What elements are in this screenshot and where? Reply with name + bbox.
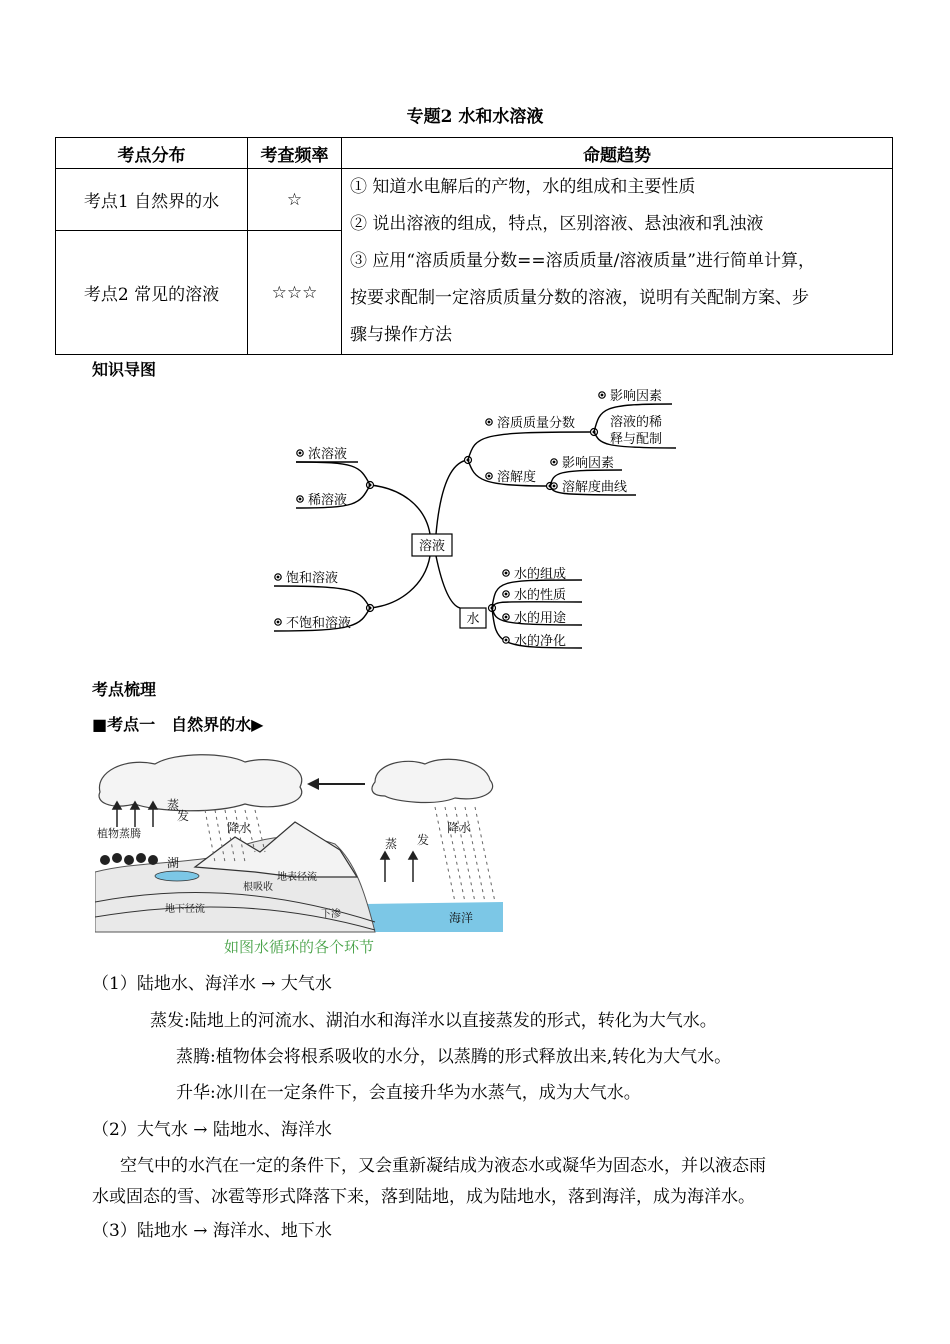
mindmap-leaf: 水的用途 — [514, 611, 567, 626]
figure-label: 降水 — [227, 821, 252, 835]
trend-line: ① 知道水电解后的产物，水的组成和主要性质 — [350, 177, 696, 197]
figure-label: 湖 — [167, 856, 180, 870]
figure-label: 下渗 — [321, 909, 341, 920]
trend-cell — [342, 169, 893, 355]
sec1-line: 升华:冰川在一定条件下，会直接升华为水蒸气，成为大气水。 — [176, 1083, 641, 1103]
trend-line: 按要求配制一定溶质质量分数的溶液，说明有关配制方案、步 — [350, 288, 809, 308]
table-cell-freq: ☆☆☆ — [248, 231, 342, 355]
figure-caption: 如图水循环的各个环节 — [223, 938, 375, 956]
mm-curve — [436, 460, 468, 534]
mindmap-heading: 知识导图 — [92, 360, 157, 379]
table-cell-topic: 考点1 自然界的水 — [56, 169, 248, 231]
mindmap-leaf: 影响因素 — [610, 389, 663, 404]
sec3-heading: （3）陆地水 → 海洋水、地下水 — [92, 1221, 332, 1241]
section-heading: ■考点一 自然界的水▶ — [92, 715, 264, 734]
figure-label: 根吸收 — [243, 882, 273, 893]
table-header: 考点分布 — [56, 138, 248, 169]
sec1-line: 蒸腾:植物体会将根系吸收的水分，以蒸腾的形式释放出来,转化为大气水。 — [176, 1047, 732, 1067]
sec1-line: 蒸发:陆地上的河流水、湖泊水和海洋水以直接蒸发的形式，转化为大气水。 — [150, 1011, 717, 1031]
mindmap-branch: 溶质质量分数 — [497, 416, 576, 431]
sec2-heading: （2）大气水 → 陆地水、海洋水 — [92, 1120, 332, 1140]
trend-line: ③ 应用“溶质质量分数==溶质质量/溶液质量”进行简单计算， — [350, 251, 816, 271]
mindmap-left-bottom: 饱和溶液 — [286, 571, 339, 586]
mind-map — [260, 380, 700, 660]
table-header: 考查频率 — [248, 138, 342, 169]
page-title: 专题2 水和水溶液 — [406, 107, 544, 127]
mindmap-branch: 溶解度 — [497, 470, 537, 485]
review-heading: 考点梳理 — [92, 680, 157, 699]
figure-label: 发 — [177, 809, 190, 823]
mindmap-leaf: 影响因素 — [562, 456, 615, 471]
mindmap-leaf: 释与配制 — [610, 432, 663, 447]
water-cycle-figure — [95, 752, 503, 964]
mm-curve — [296, 462, 370, 485]
table-cell-freq: ☆ — [248, 169, 342, 231]
figure-label: 蒸 — [167, 798, 180, 812]
mindmap-leaf: 溶解度曲线 — [562, 480, 628, 495]
sec1-heading: （1）陆地水、海洋水 → 大气水 — [92, 974, 332, 994]
figure-label: 降水 — [447, 821, 472, 835]
mindmap-leaf: 水的净化 — [514, 634, 567, 649]
trend-line: ② 说出溶液的组成，特点，区别溶液、悬浊液和乳浊液 — [350, 214, 764, 234]
sec2-line: 空气中的水汽在一定的条件下，又会重新凝结成为液态水或凝华为固态水，并以液态雨 — [120, 1156, 766, 1176]
mindmap-left-top: 浓溶液 — [308, 447, 348, 462]
mindmap-leaf: 水的性质 — [514, 588, 567, 603]
figure-label: 地表径流 — [277, 872, 317, 883]
mindmap-branch: 水 — [466, 612, 480, 627]
figure-label: 海洋 — [449, 911, 474, 925]
table-cell-topic: 考点2 常见的溶液 — [56, 231, 248, 355]
mindmap-leaf: 水的组成 — [514, 567, 567, 582]
mm-curve — [370, 485, 430, 534]
mindmap-left-top: 稀溶液 — [308, 493, 348, 508]
figure-label: 地下径流 — [165, 904, 205, 915]
mindmap-center: 溶液 — [418, 539, 446, 554]
figure-label: 蒸 — [385, 837, 398, 851]
sec2-line: 水或固态的雪、冰雹等形式降落下来，落到陆地，成为陆地水，落到海洋，成为海洋水。 — [92, 1187, 755, 1207]
mindmap-leaf: 溶液的稀 — [610, 415, 663, 430]
mindmap-left-bottom: 不饱和溶液 — [286, 616, 352, 631]
figure-label: 植物蒸腾 — [97, 827, 141, 840]
table-header: 命题趋势 — [342, 138, 893, 169]
mm-curve — [370, 556, 430, 608]
trend-line: 骤与操作方法 — [350, 325, 452, 345]
figure-label: 发 — [417, 833, 430, 847]
mm-curve — [274, 586, 370, 608]
summary-table — [55, 137, 893, 355]
